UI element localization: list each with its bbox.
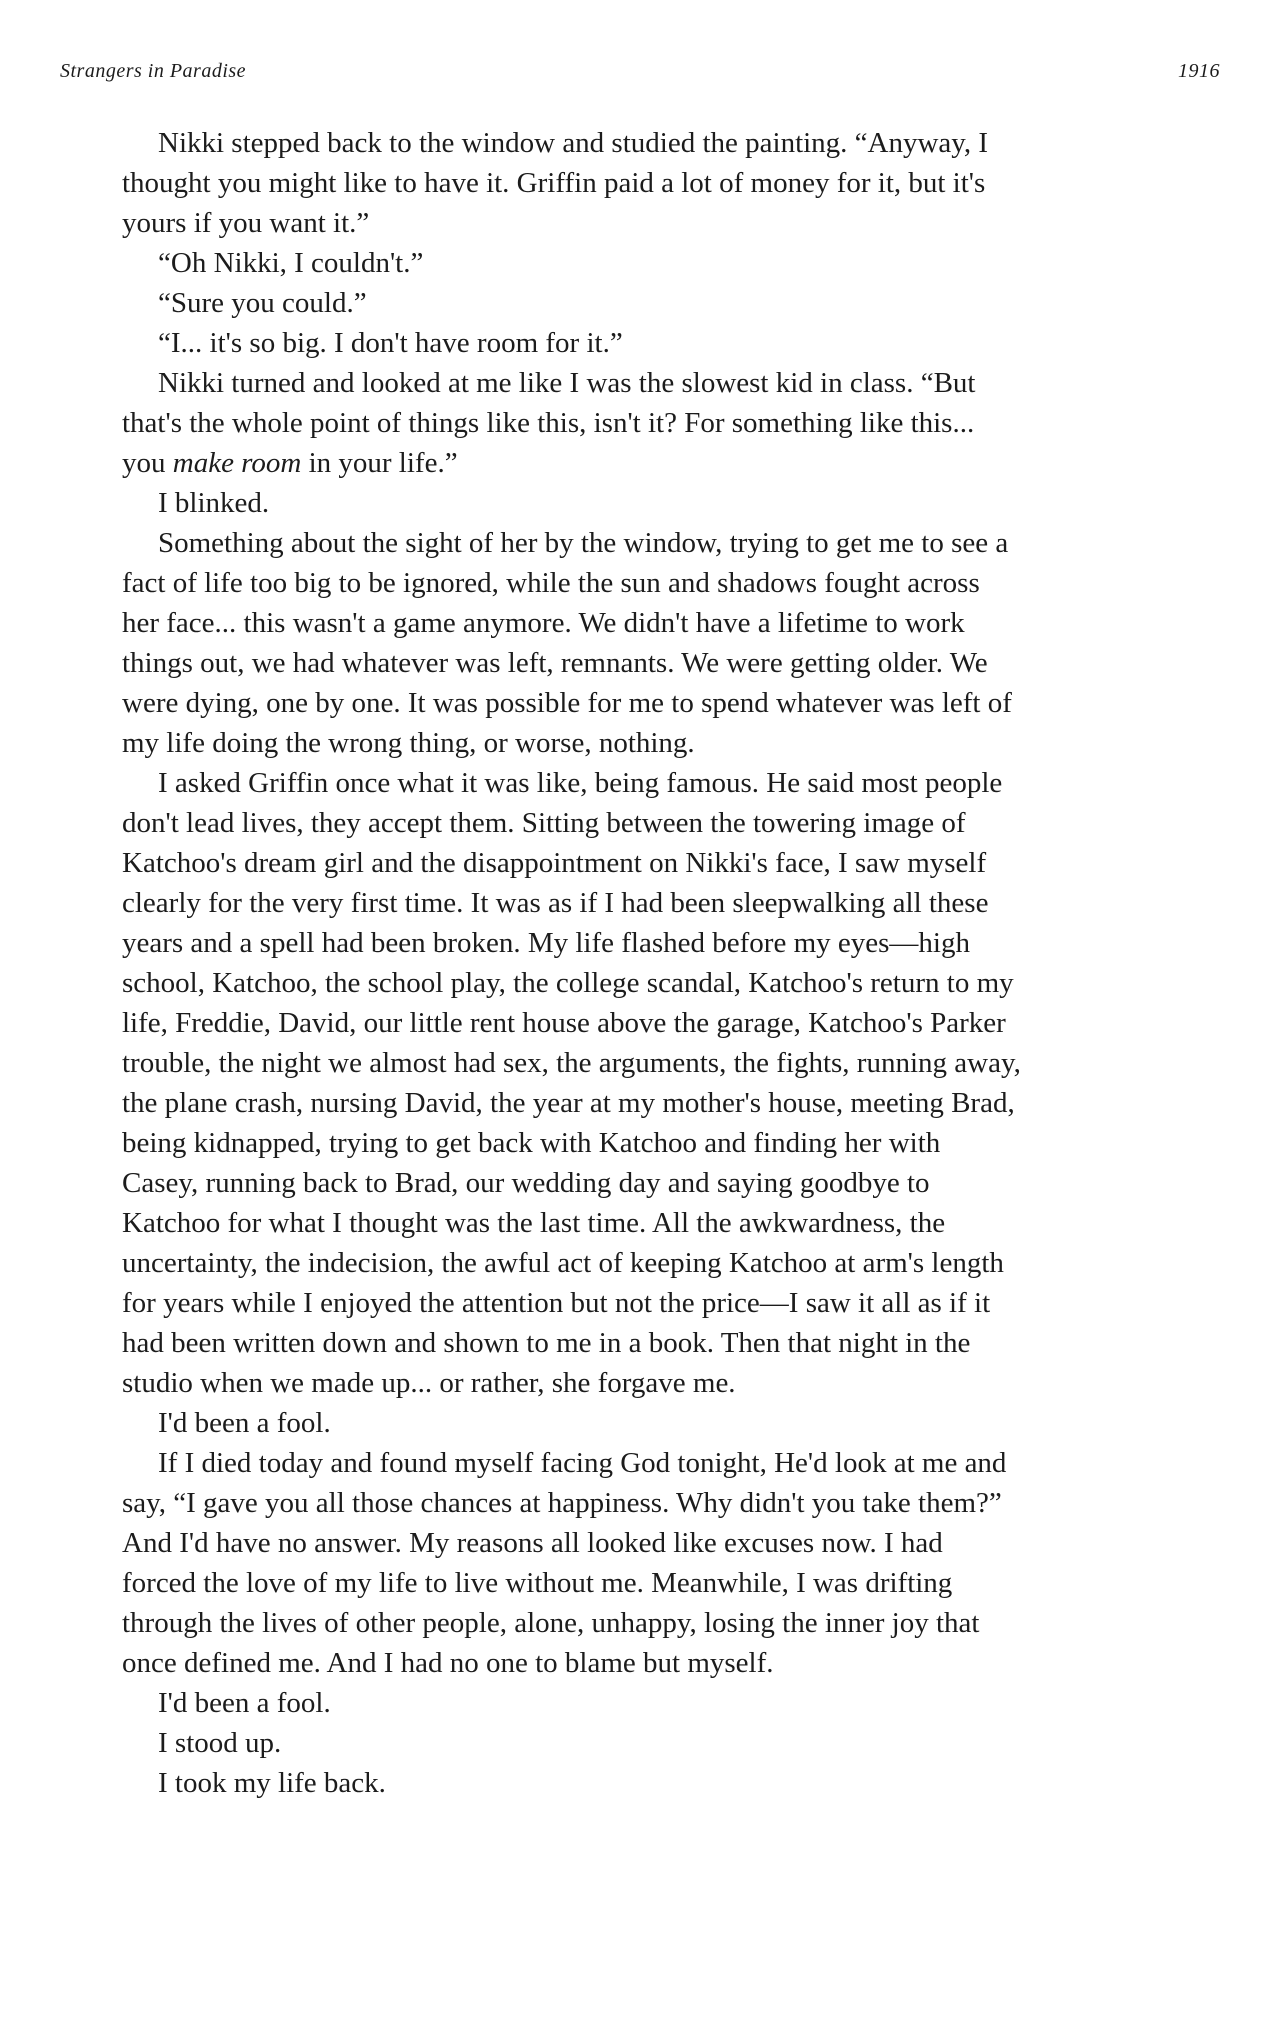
text-line: “I... it's so big. I don't have room for it.” [158,327,623,359]
text-line: Katchoo for what I thought was the last time. All the awkwardness, the [122,1207,946,1239]
text-line: thought you might like to have it. Griffin paid a lot of money for it, but it's [122,167,986,199]
text-line: yours if you want it.” [122,207,370,239]
book-title: Strangers in Paradise [60,60,247,82]
text-line: that's the whole point of things like this, isn't it? For something like this... [122,407,975,439]
text-line: being kidnapped, trying to get back with Katchoo and finding her with [122,1127,941,1159]
text-line [122,443,1162,483]
text-line: things out, we had whatever was left, remnants. We were getting older. We [122,647,988,679]
text-line: through the lives of other people, alone, unhappy, losing the inner joy that [122,1607,980,1639]
text-line: school, Katchoo, the school play, the college scandal, Katchoo's return to my [122,967,1014,999]
text-line: don't lead lives, they accept them. Sitting between the towering image of [122,807,966,839]
text-line: And I'd have no answer. My reasons all looked like excuses now. I had [122,1527,943,1559]
text-line: I took my life back. [158,1767,386,1799]
text-line: life, Freddie, David, our little rent house above the garage, Katchoo's Parker [122,1007,1006,1039]
text-line: uncertainty, the indecision, the awful act of keeping Katchoo at arm's length [122,1247,1004,1279]
text-line: the plane crash, nursing David, the year at my mother's house, meeting Brad, [122,1087,1015,1119]
text-line: I stood up. [158,1727,282,1759]
text-line: years and a spell had been broken. My life flashed before my eyes—high [122,927,970,959]
text-run: you [122,447,173,479]
text-line: fact of life too big to be ignored, while the sun and shadows fought across [122,567,980,599]
text-line: I'd been a fool. [158,1687,331,1719]
text-line: Katchoo's dream girl and the disappointment on Nikki's face, I saw myself [122,847,987,879]
text-line: my life doing the wrong thing, or worse, nothing. [122,727,695,759]
text-line: “Oh Nikki, I couldn't.” [158,247,424,279]
text-line: were dying, one by one. It was possible for me to spend whatever was left of [122,687,1012,719]
text-run: in your life.” [301,447,458,479]
text-line: I blinked. [158,487,270,519]
text-line: clearly for the very first time. It was as if I had been sleepwalking all these [122,887,989,919]
text-line: once defined me. And I had no one to blame but myself. [122,1647,774,1679]
running-header [60,60,1220,92]
text-line: for years while I enjoyed the attention but not the price—I saw it all as if it [122,1287,991,1319]
text-line: Casey, running back to Brad, our wedding day and saying goodbye to [122,1167,930,1199]
text-line: her face... this wasn't a game anymore. We didn't have a lifetime to work [122,607,965,639]
text-line: had been written down and shown to me in a book. Then that night in the [122,1327,971,1359]
text-line: If I died today and found myself facing God tonight, He'd look at me and [158,1447,1007,1479]
text-line: studio when we made up... or rather, she forgave me. [122,1367,736,1399]
text-line: Something about the sight of her by the window, trying to get me to see a [158,527,1009,559]
text-line: I asked Griffin once what it was like, being famous. He said most people [158,767,1003,799]
page-number: 1916 [1178,60,1220,82]
text-line: Nikki turned and looked at me like I was the slowest kid in class. “But [158,367,976,399]
text-line: Nikki stepped back to the window and studied the painting. “Anyway, I [158,127,989,159]
emphasis-text: make room [172,447,302,479]
text-line: say, “I gave you all those chances at happiness. Why didn't you take them?” [122,1487,1002,1519]
body-text [122,123,1162,1803]
text-line: “Sure you could.” [158,287,367,319]
text-line: forced the love of my life to live without me. Meanwhile, I was drifting [122,1567,953,1599]
text-line: trouble, the night we almost had sex, the arguments, the fights, running away, [122,1047,1021,1079]
text-line: I'd been a fool. [158,1407,331,1439]
